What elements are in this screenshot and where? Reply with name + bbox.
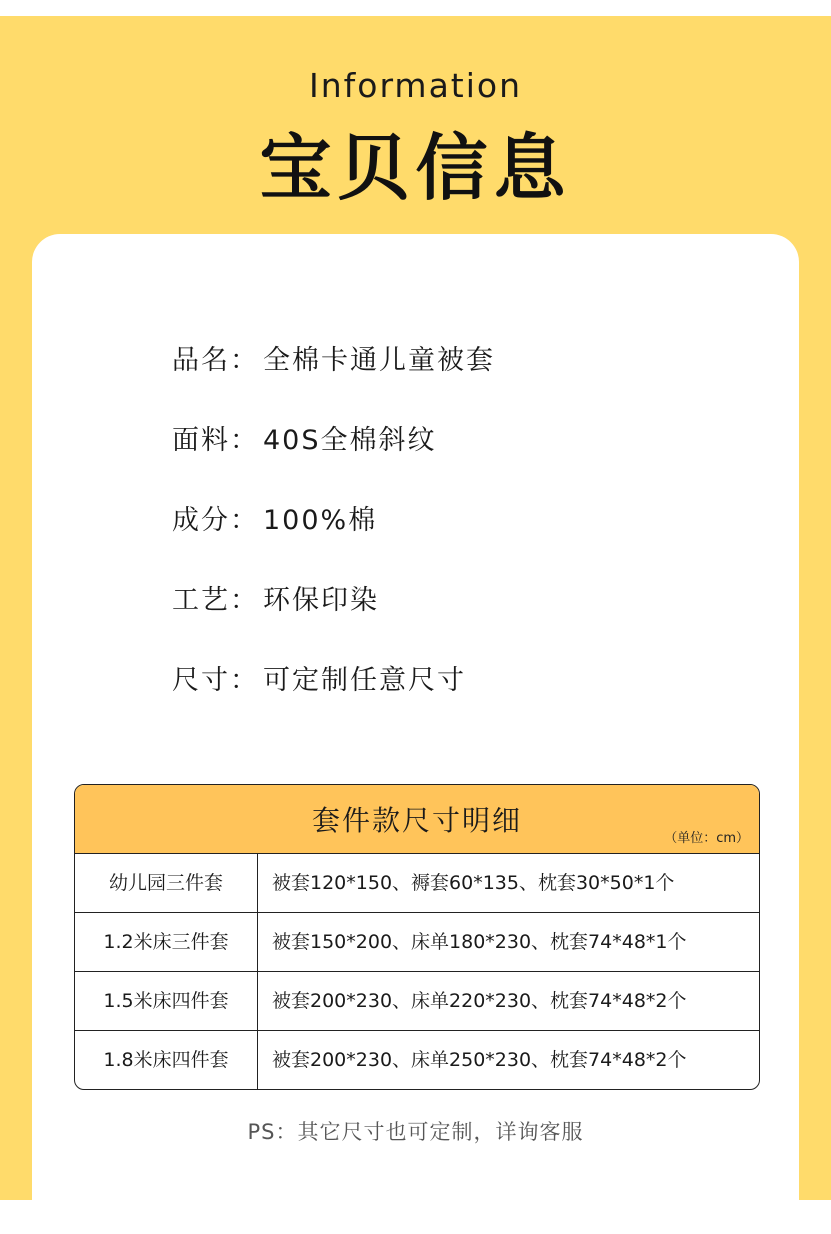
table-row — [75, 913, 759, 972]
info-value: 40S全棉斜纹 — [263, 425, 437, 456]
info-row-craft — [172, 586, 495, 666]
info-row-name — [172, 346, 495, 426]
info-label: 品名： — [172, 345, 259, 376]
header-title-cn: 宝贝信息 — [259, 126, 572, 210]
set-detail-cell: 被套120*150、褥套60*135、枕套30*50*1个 — [272, 872, 675, 894]
set-name-cell: 1.8米床四件套 — [75, 1031, 258, 1089]
info-value: 环保印染 — [263, 585, 379, 616]
info-label: 工艺： — [172, 585, 259, 616]
set-detail-cell: 被套150*200、床单180*230、枕套74*48*1个 — [272, 931, 687, 953]
info-label: 面料： — [172, 425, 259, 456]
info-row-size — [172, 666, 495, 746]
table-header — [75, 785, 759, 854]
table-title: 套件款尺寸明细 — [311, 804, 522, 837]
size-table — [74, 784, 760, 1090]
set-name-cell: 1.2米床三件套 — [75, 913, 258, 971]
ps-note: PS：其它尺寸也可定制，详询客服 — [247, 1120, 584, 1144]
info-row-composition — [172, 506, 495, 586]
set-name-cell: 1.5米床四件套 — [75, 972, 258, 1030]
info-value: 全棉卡通儿童被套 — [263, 345, 495, 376]
table-row — [75, 1031, 759, 1089]
set-detail-cell: 被套200*230、床单220*230、枕套74*48*2个 — [272, 990, 687, 1012]
set-name-cell: 幼儿园三件套 — [75, 854, 258, 912]
info-card — [32, 234, 799, 1234]
set-detail-cell: 被套200*230、床单250*230、枕套74*48*2个 — [272, 1049, 687, 1071]
header-title-en: Information — [308, 66, 523, 105]
info-row-fabric — [172, 426, 495, 506]
info-label: 成分： — [172, 505, 259, 536]
table-unit: （单位：cm） — [664, 831, 749, 846]
product-info-list — [172, 346, 495, 746]
table-row — [75, 854, 759, 913]
table-row — [75, 972, 759, 1031]
info-value: 可定制任意尺寸 — [263, 665, 466, 696]
info-label: 尺寸： — [172, 665, 259, 696]
info-value: 100%棉 — [263, 505, 378, 536]
